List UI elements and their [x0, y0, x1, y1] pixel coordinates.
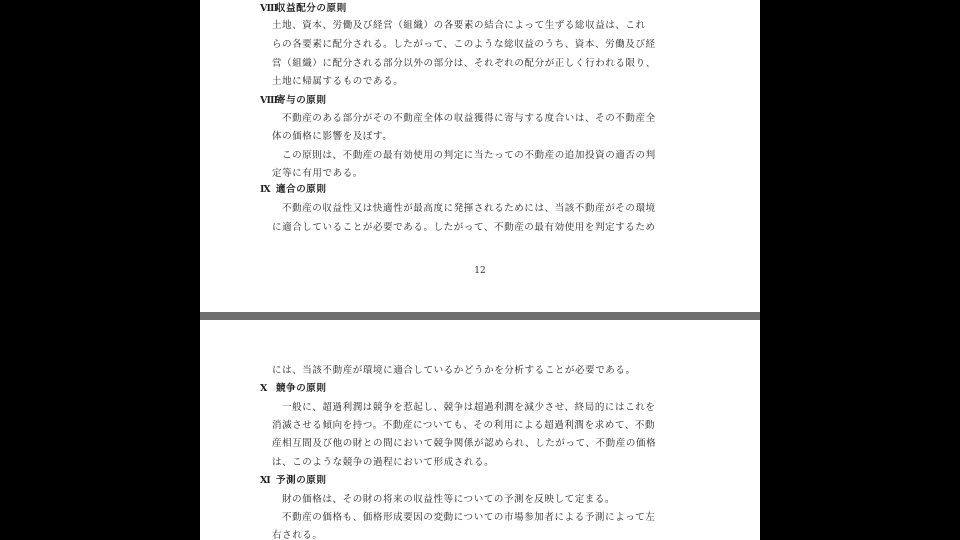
- paragraph-line: に適合していることが必要である。したがって、不動産の最有効使用を判定するため: [272, 222, 656, 233]
- section-heading-8: Ⅷ収益配分の原則: [260, 3, 347, 14]
- paragraph-line: 消滅させる傾向を持つ。不動産についても、その利用による超過利潤を求めて、不動: [272, 420, 656, 431]
- paragraph-line: 右される。: [272, 530, 323, 540]
- paragraph-line: 不動産のある部分がその不動産全体の収益獲得に寄与する度合いは、その不動産全: [282, 113, 656, 124]
- paragraph-line: この原則は、不動産の最有効使用の判定に当たっての不動産の追加投資の適否の判: [282, 150, 656, 161]
- paragraph-line: 営（組織）に配分される部分以外の部分は、それぞれの配分が正しく行われる限り、: [272, 58, 656, 69]
- paragraph-line: 不動産の収益性又は快適性が最高度に発揮されるためには、当該不動産がその環境: [282, 203, 656, 214]
- section-heading-11: Ⅺ 予測の原則: [260, 475, 327, 486]
- page-number: 12: [474, 266, 486, 276]
- paragraph-line: 一般に、超過利潤は競争を惹起し、競争は超過利潤を減少させ、終局的にはこれを: [282, 402, 656, 413]
- paragraph-line: 不動産の価格も、価格形成要因の変動についての市場参加者による予測によって左: [282, 512, 656, 523]
- paragraph-line: 定等に有用である。: [272, 168, 363, 179]
- section-heading-9: Ⅸ 適合の原則: [260, 184, 327, 195]
- section-heading-contribution: Ⅷ寄与の原則: [260, 95, 327, 106]
- paragraph-line: 産相互間及び他の財との間において競争関係が認められ、したがって、不動産の価格: [272, 438, 657, 449]
- paragraph-line: には、当該不動産が環境に適合しているかどうかを分析することが必要である。: [272, 365, 636, 376]
- paragraph-line: は、このような競争の過程において形成される。: [272, 457, 495, 468]
- document-page-13: [200, 320, 760, 540]
- section-heading-10: Ⅹ 競争の原則: [260, 383, 327, 394]
- paragraph-line: らの各要素に配分される。したがって、このような総収益のうち、資本、労働及び経: [272, 39, 656, 50]
- paragraph-line: 土地、資本、労働及び経営（組織）の各要素の結合によって生ずる総収益は、これ: [272, 20, 646, 31]
- paragraph-line: 財の価格は、その財の将来の収益性等についての予測を反映して定まる。: [282, 494, 616, 505]
- document-page-12: [200, 0, 760, 312]
- paragraph-line: 土地に帰属するものである。: [272, 76, 404, 87]
- document-viewer[interactable]: [200, 0, 760, 540]
- paragraph-line: 体の価格に影響を及ぼす。: [272, 131, 393, 142]
